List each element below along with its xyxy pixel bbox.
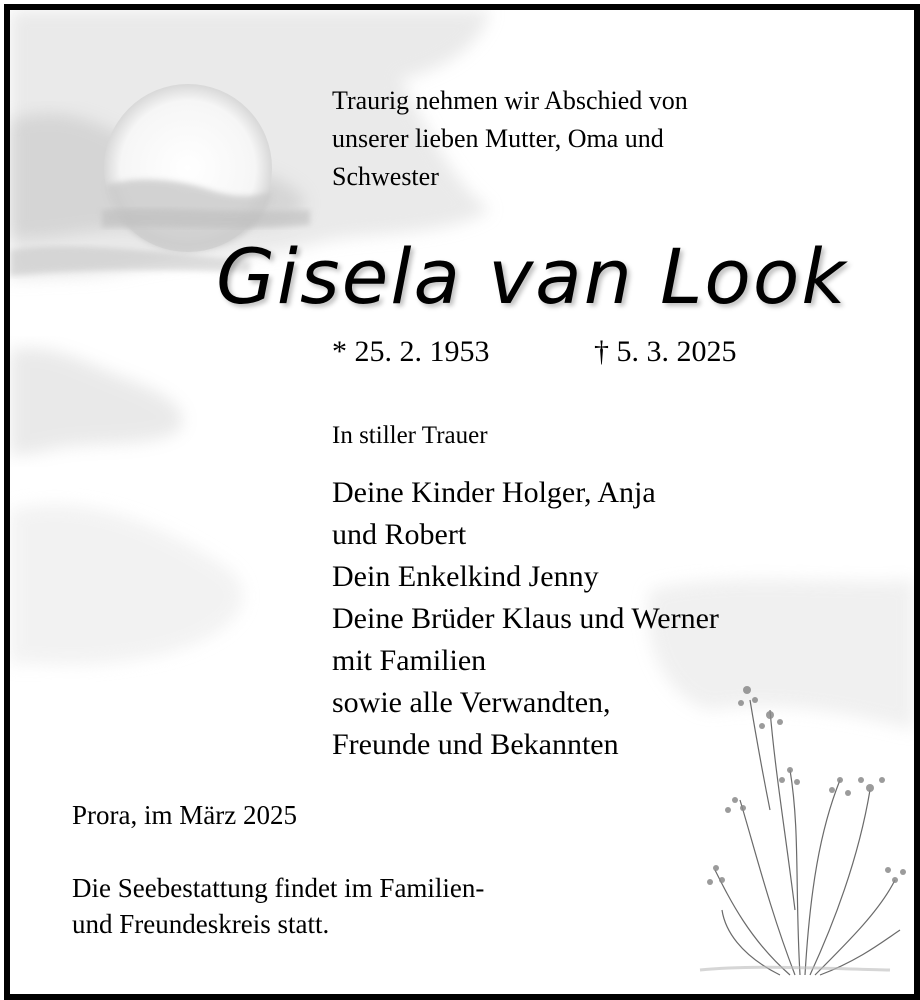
family-line: mit Familien <box>332 644 487 677</box>
family-list <box>332 472 719 766</box>
intro-line: Traurig nehmen wir Abschied von <box>332 86 688 115</box>
family-line: Deine Kinder Holger, Anja <box>332 476 656 509</box>
intro-line: unserer lieben Mutter, Oma und <box>332 124 664 153</box>
burial-note <box>72 870 484 942</box>
intro-text <box>332 82 688 196</box>
family-line: Deine Brüder Klaus und Werner <box>332 602 719 635</box>
burial-line: Die Seebestattung findet im Familien- <box>72 873 485 903</box>
family-line: Freunde und Bekannten <box>332 728 619 761</box>
grass-illustration <box>700 686 906 975</box>
family-line: sowie alle Verwandten, <box>332 686 611 719</box>
birth-date: * 25. 2. 1953 <box>332 335 490 368</box>
family-line: Dein Enkelkind Jenny <box>332 560 599 593</box>
family-line: und Robert <box>332 518 467 551</box>
obituary-frame <box>4 4 920 1000</box>
mourning-label: In stiller Trauer <box>332 422 488 449</box>
burial-line: und Freundeskreis statt. <box>72 909 330 939</box>
death-date: † 5. 3. 2025 <box>594 335 737 368</box>
intro-line: Schwester <box>332 162 439 191</box>
place-date: Prora, im März 2025 <box>72 800 297 830</box>
deceased-name: Gisela van Look <box>216 232 848 321</box>
